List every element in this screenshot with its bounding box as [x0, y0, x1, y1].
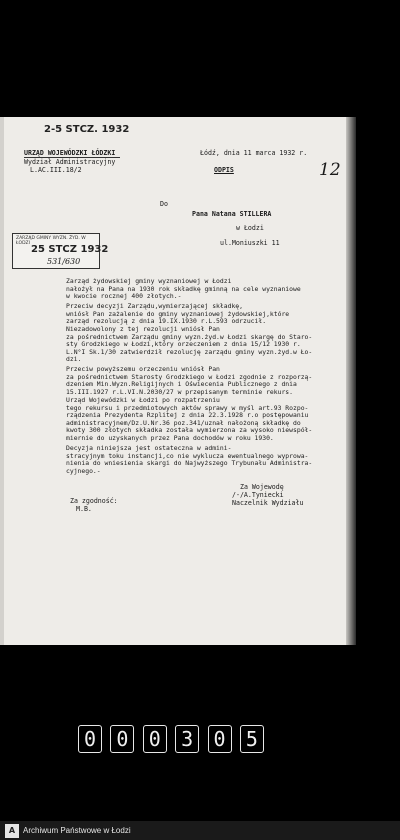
page-digit: 0 [143, 725, 167, 753]
recipient-name: Pana Natana STILLERA [192, 210, 272, 218]
department-name: Wydział Administracyjny [24, 158, 116, 166]
office-header: URZĄD WOJEWÓDZKI ŁÓDZKI [24, 149, 116, 157]
paragraph-3: Niezadowolony z tej rezolucji wniósł Pan za pośrednictwem Zarządu gminy wyzn.żyd.w Łodzi skargę do Staro- sty Grodzkiego w Łodzi,który orzeczeniem z dnia 15/12 1930 r. L.N°I Sk.1/30 zatwierdził rezolucję zarządu gminy wyzn.żyd.w Ło- dzi. [66, 325, 313, 364]
page-digit: 3 [175, 725, 199, 753]
paragraph-6: Decyzja niniejsza jest ostateczna w admini- stracyjnym toku instancji,co nie wyklucza ewentualnego wyprowa- nienia do wniesienia skargi do Najwyższego Trybunału Administra- cyjnego.- [66, 444, 313, 475]
copy-mark: ODPIS [214, 166, 234, 174]
place-date: Łódź, dnia 11 marca 1932 r. [200, 149, 308, 157]
entry-stamp [12, 233, 109, 269]
archive-page-number [78, 723, 264, 755]
page-digit: 0 [208, 725, 232, 753]
paragraph-4: Przeciw powyższemu orzeczeniu wniósł Pan za pośrednictwem Starosty Grodzkiego w Łodzi zgodnie z rozporzą- dzeniem Min.Wyzn.Religijnych i Oświecenia Publicznego z dnia 15.III.1927 r.L.VI.N.2030/27 w przepisanym terminie rekurs. [66, 365, 313, 396]
signature-for-voivode: Za Wojewodę [240, 483, 284, 491]
entry-stamp-label: ZARZĄD GMINY WYZN. ŻYD. W ŁODZI [16, 236, 86, 246]
recipient-street: ul.Moniuszki 11 [220, 239, 280, 247]
received-date-stamp: 2-5 STCZ. 1932 [44, 124, 130, 135]
page-digit: 0 [110, 725, 134, 753]
entry-stamp-number: 531/630 [47, 257, 81, 266]
paragraph-5: Urząd Wojewódzki w Łodzi po rozpatrzeniu tego rekursu i przedmiotowych aktów sprawy w myśl art.93 Rozpo- rządzenia Prezydenta Rzplitej z dnia 22.3.1928 r.o postępowaniu administracyjnem/Dz.U.Nr.36 poz.341/uznał nałożoną składkę do kwoty 300 złotych składka została wymierzona za wysoko niewspół- miernie do uzyskanych przez Pana dochodów w roku 1930. [66, 396, 313, 442]
recipient-city: w Łodzi [236, 224, 264, 232]
reference-number: L.AC.III.18/2 [30, 166, 82, 174]
signature-title: Naczelnik Wydziału [232, 499, 304, 507]
page-digit: 0 [78, 725, 102, 753]
signature-name: /-/A.Tyniecki [232, 491, 284, 499]
compliance-initials: M.B. [76, 505, 92, 513]
entry-stamp-date: 25 STCZ 1932 [31, 244, 109, 255]
handwritten-number: 12 [319, 160, 341, 180]
archive-logo-icon: A [5, 824, 19, 838]
page-digit: 5 [240, 725, 264, 753]
archive-name: Archiwum Państwowe w Łodzi [23, 826, 131, 835]
paragraph-1: Zarząd żydowskiej gminy wyznaniowej w Łodzi nałożył na Pana na 1930 rok składkę gminną na cele wyznaniowe w kwocie rocznej 400 złotych.- [66, 277, 301, 301]
archive-footer [0, 821, 400, 840]
paragraph-2: Przeciw decyzji Zarządu,wymierzającej składkę, wniósł Pan zażalenie do gminy wyznaniowej żydowskiej,które zarząd rezolucją z dnia 19.IX.1930 r.L.593 odrzucił. [66, 302, 290, 326]
recipient-to: Do [160, 200, 168, 208]
compliance-label: Za zgodność: [70, 497, 118, 505]
